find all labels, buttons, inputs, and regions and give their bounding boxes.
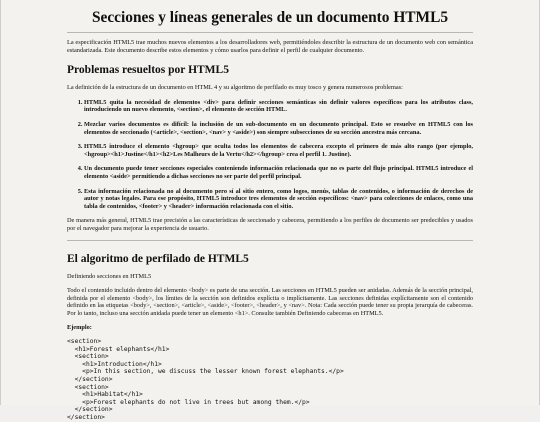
code-line: <p>Forest elephants do not live in trees but among them.</p>	[67, 398, 310, 406]
code-line: <section>	[67, 353, 109, 361]
problems-list	[67, 99, 473, 211]
code-line: <section>	[67, 338, 102, 346]
code-line: </section>	[67, 376, 113, 384]
code-example	[67, 338, 473, 422]
code-line: </section>	[67, 414, 105, 421]
code-line: <section>	[67, 383, 109, 391]
problems-closing-paragraph: De manera más general, HTML5 trae precisión a las características de seccionado y cabecera, permitiendo a los perfiles de documento ser predecibles y usados por el navegador para mejorar la experiencia de usuario.	[67, 217, 473, 232]
page-title: Secciones y líneas generales de un documento HTML5	[67, 9, 473, 33]
problem-item-5: 5. Esta información relacionada no al documento pero sí al sitio entero, como logos, menús, tablas de contenidos, o información de derechos de autor y notas legales. Para ese propósito, HTML5 introduce tres elementos de sección específicos: <nav> para colecciones de enlaces, como una tabla de contenidos, <footer> y <header> información relacionada con el sitio.	[84, 188, 473, 211]
code-line: <h1>Habitat</h1>	[67, 391, 143, 399]
algorithm-body-paragraph: Todo el contenido incluido dentro del elemento <body> es parte de una sección. Las secciones en HTML5 pueden ser anidadas. Además de la sección principal, definida por el elemento <body>, los límites de la sección son definidos explícita o implícitamente. Las secciones definidas explícitamente son el contenido definido en las etiquetas <body>, <section>, <article>, <aside>, <footer>, <header>, y <nav>. Nota: Cada sección puede tener su propia jerarquía de cabeceras. Por lo tanto, incluso una sección anidada puede tener un elemento <h1>. Consulte también Definiendo cabeceras en HTML5.	[67, 287, 473, 317]
code-line: </section>	[67, 406, 113, 414]
problem-item-4: 4. Un documento puede tener secciones especiales conteniendo información relacionada que no es parte del flujo principal. HTML5 introduce el elemento <aside> permitiendo a dichas secciones no ser parte del perfil principal.	[84, 165, 473, 180]
problem-item-1: 1. HTML5 quita la necesidad de elementos <div> para definir secciones semánticas sin definir valores específicos para los atributos class, introduciendo un nuevo elemento, <section>, el elemento de sección HTML.	[84, 99, 473, 114]
intro-paragraph: La especificación HTML5 trae muchos nuevos elementos a los desarrolladores web, permitiéndoles describir la estructura de un documento web con semántica estandarizada. Este documento describe estos elementos y cómo usarlos para definir el perfil de cualquier documento.	[67, 39, 473, 54]
code-line: <h1>Introduction</h1>	[67, 360, 162, 368]
example-label: Ejemplo:	[67, 324, 92, 332]
code-line: <h1>Forest elephants</h1>	[67, 345, 170, 353]
code-line: <p>In this section, we discuss the lesser known forest elephants.</p>	[67, 368, 344, 376]
problem-item-2: 2. Mezclar varios documentos es difícil: la inclusión de un sub-documento en un documento principal. Esto se resuelve en HTML5 con los elementos de seccionado (<article>, <section>, <nav> y <aside>) son siempre subsecciones de su sección ancestra más cercana.	[84, 121, 473, 136]
document-content	[67, 0, 473, 422]
section-divider	[67, 240, 473, 241]
problem-item-3: 3. HTML5 introduce el elemento <hgroup> que oculta todos los elementos de cabecera excepto el primero de más alto rango (por ejemplo, <hgroup><h1>Justine</h1><h2>Les Malheurs de la Vertu</h2></hgroup> crea el perfil 1. Justine).	[84, 143, 473, 158]
section-heading-algorithm: El algoritmo de perfilado de HTML5	[67, 252, 249, 265]
section-heading-problems: Problemas resueltos por HTML5	[67, 64, 229, 77]
algorithm-subtitle: Definiendo secciones en HTML5	[67, 272, 152, 280]
problems-lead-paragraph: La definición de la estructura de un documento en HTML 4 y su algoritmo de perfilado es muy tosco y genera numerosos problemas:	[67, 84, 403, 92]
